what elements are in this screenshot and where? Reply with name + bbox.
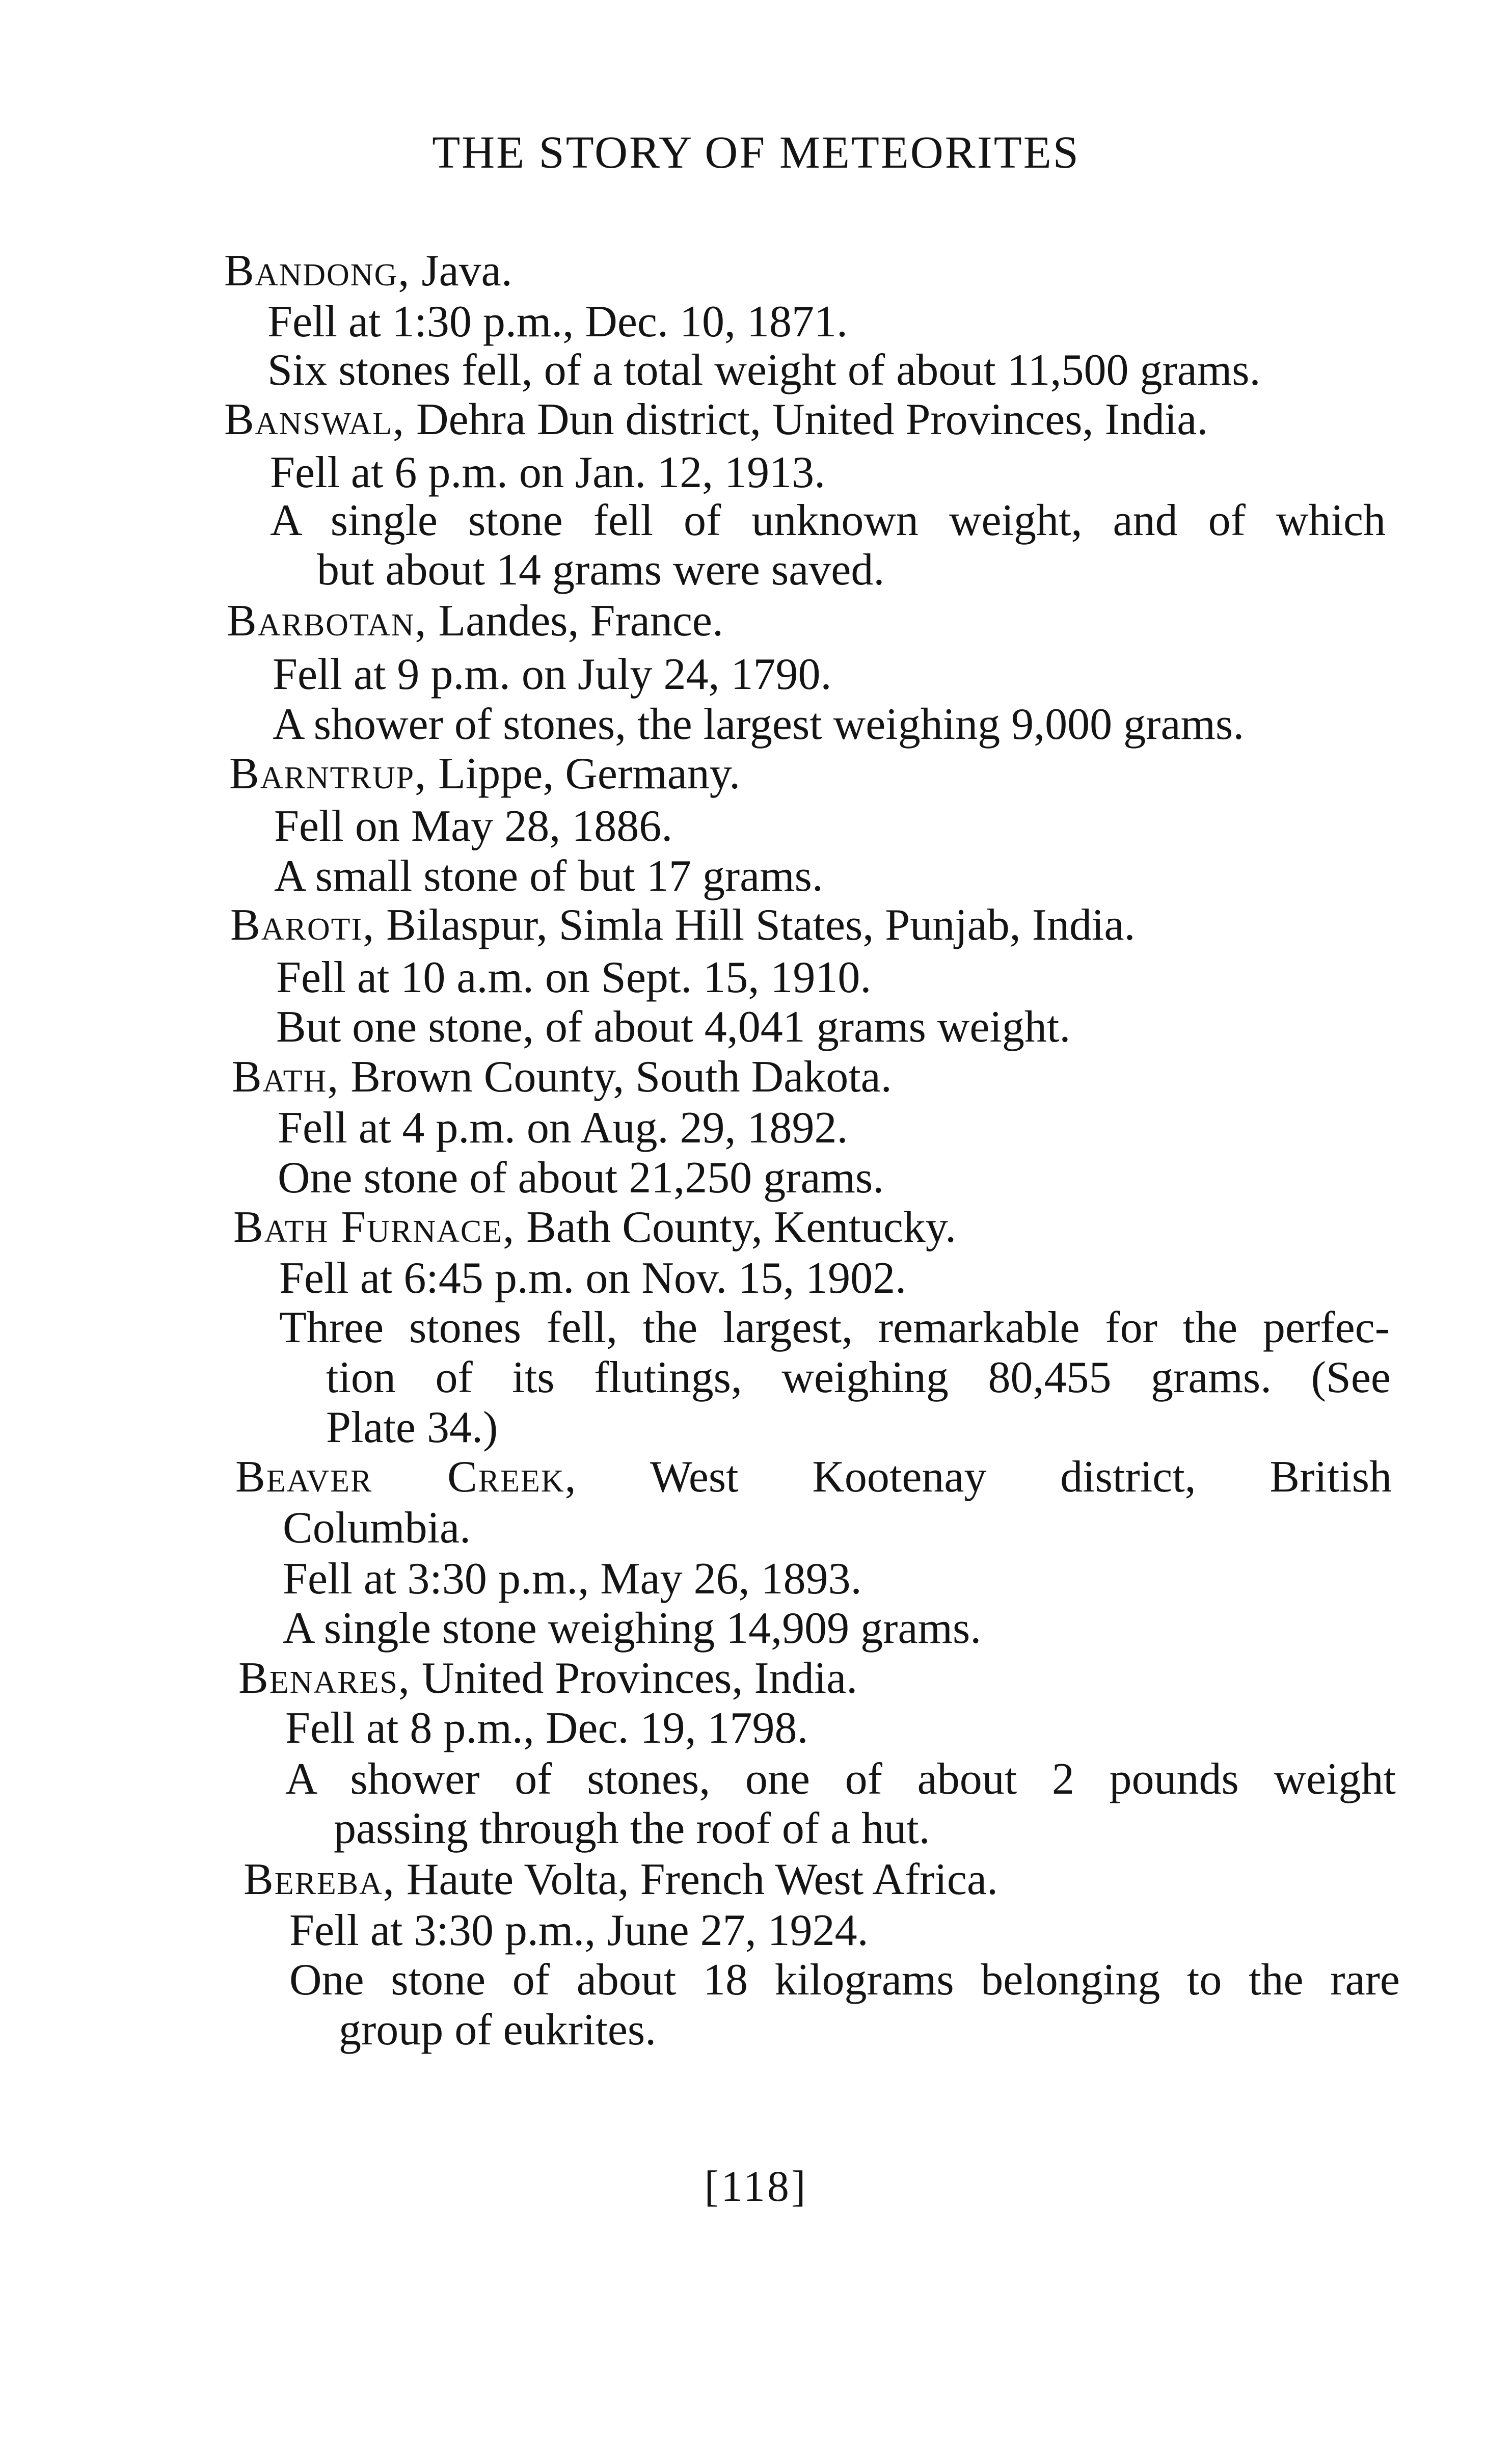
entry-heading	[233, 1205, 956, 1250]
entry-line: Fell at 4 p.m. on Aug. 29, 1892.	[278, 1103, 848, 1153]
entry-heading	[224, 397, 1208, 442]
entry-name: Bath Furnace,	[233, 1203, 516, 1252]
entry-heading	[238, 1656, 857, 1701]
entry-name: Barbotan,	[227, 596, 427, 646]
entry-line: Fell at 9 p.m. on July 24, 1790.	[273, 650, 832, 699]
entry-heading	[227, 596, 723, 646]
entry-line: Fell at 3:30 p.m., May 26, 1893.	[283, 1554, 862, 1604]
entry-line: One stone of about 18 kilograms belonging to the rare	[289, 1955, 1400, 2005]
entry-heading	[230, 900, 1136, 950]
entry-line: One stone of about 21,250 grams.	[278, 1153, 884, 1203]
entry-line: A small stone of but 17 grams.	[274, 851, 823, 901]
entry-place: Haute Volta, French West Africa.	[395, 1855, 998, 1904]
entry-name: Benares,	[238, 1654, 411, 1703]
entry-line: but about 14 grams were saved.	[317, 545, 885, 595]
entry-place: Brown County, South Dakota.	[339, 1052, 892, 1102]
entry-line: A shower of stones, the largest weighing 9,000 grams.	[273, 700, 1245, 749]
entry-line: A single stone fell of unknown weight, and of which	[270, 496, 1386, 545]
entry-place: Landes, France.	[427, 596, 723, 646]
entry-name: Bandong,	[224, 246, 411, 296]
entry-place: United Provinces, India.	[410, 1654, 858, 1703]
entry-heading	[224, 246, 512, 296]
entry-place: Lippe, Germany.	[427, 749, 741, 798]
entry-line: Fell at 6:45 p.m. on Nov. 15, 1902.	[279, 1254, 907, 1303]
entry-line: Six stones fell, of a total weight of about 11,500 grams.	[267, 345, 1261, 395]
entry-line: Fell on May 28, 1886.	[274, 802, 673, 851]
entry-place: Java.	[410, 246, 512, 296]
entry-line: Fell at 8 p.m., Dec. 19, 1798.	[285, 1703, 808, 1753]
entry-name: Beaver Creek,	[235, 1452, 577, 1502]
entry-place: Bilaspur, Simla Hill States, Punjab, India.	[375, 900, 1136, 950]
entry-line: tion of its flutings, weighing 80,455 grams. (See	[326, 1353, 1391, 1402]
entry-place: Dehra Dun district, United Provinces, India.	[405, 395, 1208, 444]
entry-line: Three stones fell, the largest, remarkable for the perfec-	[279, 1303, 1390, 1352]
running-title: THE STORY OF METEORITES	[432, 127, 1080, 178]
entry-line: Fell at 1:30 p.m., Dec. 10, 1871.	[267, 297, 848, 347]
entry-line: But one stone, of about 4,041 grams weight.	[276, 1002, 1071, 1052]
entry-line: Fell at 3:30 p.m., June 27, 1924.	[289, 1906, 869, 1955]
entry-place: West Kootenay district, British	[577, 1452, 1392, 1502]
page-number: [118]	[704, 2162, 808, 2211]
entry-name: Banswal,	[224, 395, 406, 444]
entry-name: Bath,	[232, 1052, 340, 1102]
entry-name: Barntrup,	[229, 749, 427, 798]
entry-line: passing through the roof of a hut.	[334, 1804, 930, 1853]
entry-heading	[235, 1452, 1392, 1502]
entry-heading	[232, 1052, 892, 1102]
entry-place: Bath County, Kentucky.	[515, 1203, 957, 1252]
entry-line: A single stone weighing 14,909 grams.	[283, 1604, 982, 1653]
entry-line: A shower of stones, one of about 2 pounds weight	[285, 1754, 1396, 1804]
entry-line: Plate 34.)	[326, 1403, 498, 1452]
entry-place-continued: Columbia.	[283, 1503, 471, 1553]
entry-heading	[244, 1857, 998, 1902]
entry-line: group of eukrites.	[339, 2005, 657, 2055]
entry-line: Fell at 10 a.m. on Sept. 15, 1910.	[276, 953, 872, 1002]
entry-line: Fell at 6 p.m. on Jan. 12, 1913.	[270, 448, 826, 497]
entry-heading	[229, 749, 741, 798]
entry-name: Bereba,	[244, 1855, 395, 1904]
entry-name: Baroti,	[230, 900, 375, 950]
